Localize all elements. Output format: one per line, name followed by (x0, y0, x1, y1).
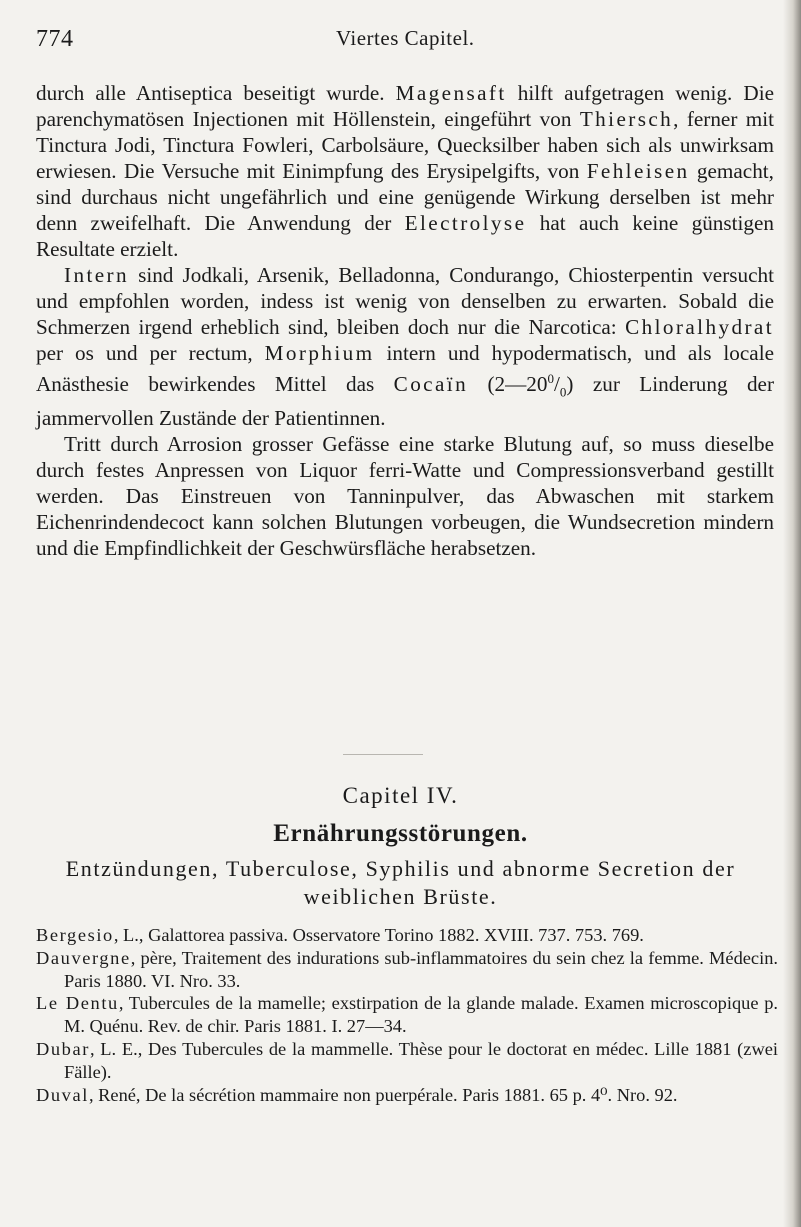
bib-author: Duval (36, 1084, 89, 1105)
paragraph-2 (36, 262, 774, 431)
text-run: gemacht, sind durchaus nicht ungefährlich und eine genügende Wirkung derselben ist mehr denn zweifelhaft. Die Anwendung der (36, 159, 774, 235)
bibliography-entry (36, 924, 778, 947)
subscript: 0 (559, 384, 567, 400)
text-run: hat auch keine günstigen Resultate erzielt. (36, 211, 775, 261)
page-number: 774 (36, 26, 74, 52)
chapter-subtitle: Entzündungen, Tuberculose, Syphilis und abnorme Secretion der weiblichen Brüste. (65, 856, 736, 909)
emphasis-name: Fehleisen (586, 159, 690, 183)
bib-text: , L. E., Des Tubercules de la mammelle. Thèse pour le doctorat en médec. Lille 1881 (zwei Fälle). (64, 1038, 778, 1082)
chapter-label: Capitel IV. (342, 783, 459, 808)
emphasis-name: Thiersch (579, 107, 674, 131)
emphasis-term: Intern (64, 263, 129, 287)
bib-text: , père, Traitement des indurations sub-inflammatoires du sein chez la femme. Médecin. Paris 1880. VI. Nro. 33. (64, 947, 778, 991)
bib-text: , René, De la sécrétion mammaire non puerpérale. Paris 1881. 65 p. 4⁰. Nro. 92. (88, 1084, 678, 1105)
bibliography-entry (36, 1038, 778, 1084)
bib-author: Le Dentu (36, 993, 119, 1014)
bib-text: , L., Galattorea passiva. Osservatore Torino 1882. XVIII. 737. 753. 769. (113, 925, 644, 945)
text-run: (2—20 (468, 372, 548, 397)
bib-text: , Tubercules de la mamelle; exstirpation de la glande malade. Examen microscopique p. M. Quénu. Rev. de chir. Paris 1881. I. 27—34. (64, 993, 778, 1037)
text-run: hilft aufgetragen wenig. Die parenchymatösen Injectionen mit Höllenstein, eingeführt von (36, 81, 774, 131)
text-run: per os und per rectum, (36, 341, 265, 365)
page-edge-shadow (783, 0, 801, 1227)
bib-author: Dubar (36, 1038, 90, 1059)
bibliography-entry (36, 1084, 778, 1107)
text-run: sind Jodkali, Arsenik, Belladonna, Condurango, Chiosterpentin versucht und empfohlen worden, indess ist wenig von denselben zu erwarten. Sobald die Schmerzen irgend erheblich sind, bleiben doch nur die Narcotica: (36, 263, 774, 339)
section-divider (343, 754, 423, 755)
text-run: intern und hypodermatisch, und als locale Anästhesie bewirkendes Mittel das (36, 341, 774, 397)
bibliography-entry (36, 992, 778, 1038)
bib-author: Dauvergne (36, 947, 131, 968)
text-run: Tritt durch Arrosion grosser Gefässe eine starke Blutung auf, so muss dieselbe durch festes Anpressen von Liquor ferri-Watte und Compressionsverband gestillt werden. Das Einstreuen von Tanninpulver, das Abwaschen mit starkem Eichenrindendecoct kann solchen Blutungen vorbeugen, die Wundsecretion mindern und die Empfindlichkeit der Geschwürsfläche herabsetzen. (36, 432, 774, 561)
superscript: 0 (547, 371, 554, 386)
chapter-title: Ernährungsstörungen. (273, 820, 528, 847)
emphasis-term: Chloralhydrat (625, 315, 774, 339)
body-text (36, 80, 774, 561)
emphasis-term: Electrolyse (404, 211, 527, 235)
emphasis-term: Magensaft (395, 81, 507, 105)
text-run: / (554, 372, 560, 397)
bibliography (36, 924, 778, 1106)
running-head: Viertes Capitel. (336, 26, 475, 50)
text-run: ) zur Linderung der jammervollen Zustände der Patientinnen. (36, 372, 774, 431)
emphasis-term: Cocaïn (393, 372, 469, 397)
text-run: durch alle Antiseptica beseitigt wurde. (36, 81, 396, 105)
paragraph-1 (36, 80, 774, 262)
emphasis-term: Morphium (264, 341, 375, 365)
text-run: , ferner mit Tinctura Jodi, Tinctura Fowleri, Carbolsäure, Quecksilber haben sich als unwirksam erwiesen. Die Versuche mit Einimpfung des Erysipelgifts, von (36, 107, 775, 183)
bibliography-entry (36, 947, 778, 993)
bib-author: Bergesio (36, 925, 114, 945)
page-header (36, 26, 776, 60)
paragraph-3 (36, 431, 774, 561)
